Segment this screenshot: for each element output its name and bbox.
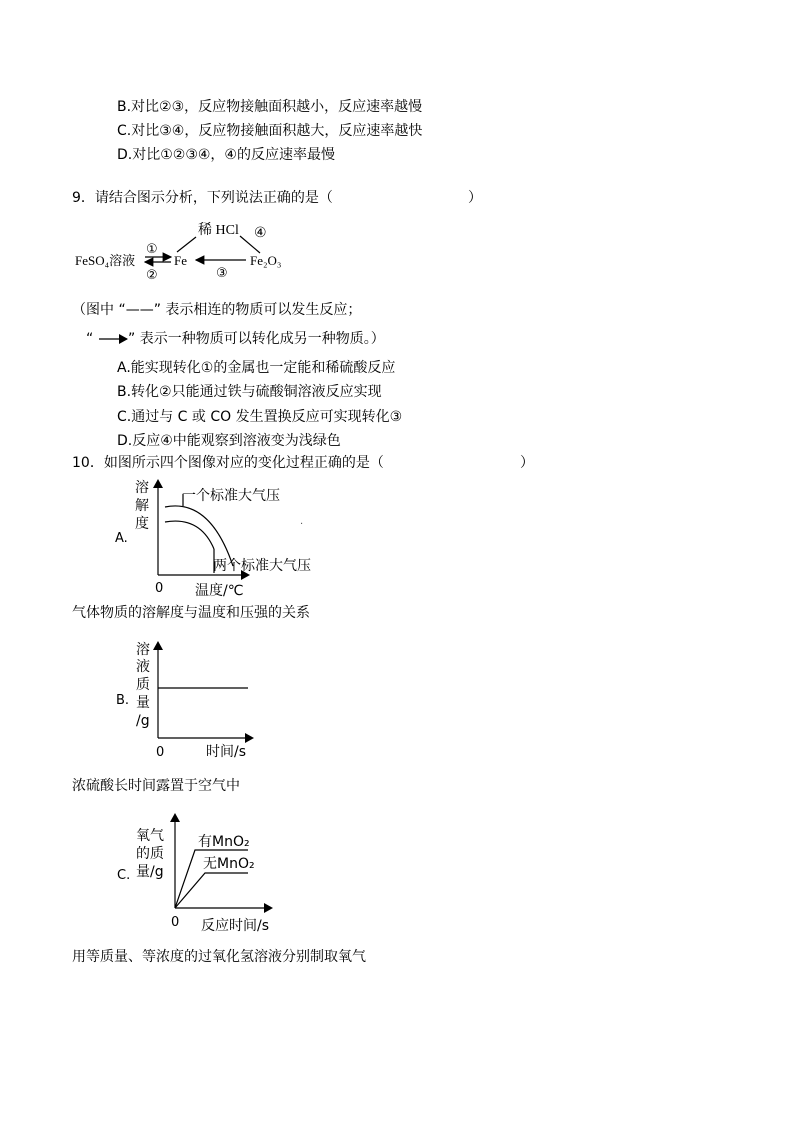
graph-c: [110, 810, 290, 935]
q9-option-c: C.通过与 C 或 CO 发生置换反应可实现转化③: [117, 409, 403, 425]
graph-a-ylabel-2: 解: [135, 498, 149, 514]
graph-b-ylabel-4: 量: [136, 695, 150, 711]
graph-c-ylabel-3: 量/g: [136, 864, 164, 880]
graph-c-label: C.: [117, 868, 131, 883]
q9-note-line2: ” 表示一种物质可以转化成另一种物质。）: [128, 331, 385, 347]
graph-b-caption: 浓硫酸长时间露置于空气中: [72, 778, 240, 794]
graph-b-ylabel-5: /g: [136, 713, 150, 729]
svg-text:.: .: [300, 516, 304, 527]
q9-stem: 9．请结合图示分析，下列说法正确的是（: [72, 190, 333, 206]
graph-c-line1-label: 有MnO₂: [198, 834, 250, 850]
q9-option-d: D.反应④中能观察到溶液变为浅绿色: [117, 433, 341, 449]
q9-reaction-diagram: [70, 215, 310, 285]
graph-c-line-without-mno2: [175, 873, 248, 908]
legend-arrow-icon: [99, 333, 129, 345]
graph-b-xlabel: 时间/s: [206, 744, 247, 760]
arrow-label-3: ③: [216, 266, 228, 281]
graph-b-ylabel-1: 溶: [136, 642, 150, 658]
q9-note-open-quote: “: [86, 331, 94, 347]
q8-option-c: C.对比③④，反应物接触面积越大，反应速率越快: [117, 123, 423, 139]
arrow-label-4: ④: [254, 225, 267, 241]
graph-a-caption: 气体物质的溶解度与温度和压强的关系: [72, 605, 310, 621]
graph-a-ylabel-3: 度: [135, 516, 149, 532]
graph-c-ylabel-2: 的质: [136, 846, 164, 862]
hcl-label: 稀 HCl: [198, 223, 239, 238]
q9-option-a: A.能实现转化①的金属也一定能和稀硫酸反应: [117, 360, 396, 376]
graph-b: [110, 638, 270, 760]
q8-option-d: D.对比①②③④，④的反应速率最慢: [117, 147, 335, 163]
graph-a: [110, 478, 350, 600]
arrow-label-2: ②: [146, 268, 158, 283]
graph-a-ylabel-1: 溶: [135, 480, 149, 496]
graph-a-origin: 0: [155, 581, 164, 596]
graph-b-origin: 0: [156, 745, 165, 760]
q10-stem: 10．如图所示四个图像对应的变化过程正确的是（: [72, 455, 384, 471]
graph-c-origin: 0: [171, 915, 180, 930]
q9-stem-close: ）: [468, 190, 482, 206]
graph-a-label: A.: [115, 531, 128, 546]
graph-a-xlabel: 温度/℃: [195, 583, 244, 599]
q10-stem-close: ）: [520, 455, 534, 471]
fe2o3-label: Fe₂O₃: [250, 253, 282, 268]
fe-label: Fe: [174, 253, 187, 268]
graph-a-curve1-label: 一个标准大气压: [182, 488, 280, 504]
graph-c-line2-label: 无MnO₂: [203, 856, 255, 872]
graph-a-curve2-label: 两个标准大气压: [213, 558, 311, 574]
graph-a-curve-1atm: [165, 506, 233, 566]
graph-b-ylabel-3: 质: [136, 677, 150, 693]
feso4-label: FeSO₄溶液: [75, 253, 136, 268]
graph-c-xlabel: 反应时间/s: [201, 918, 270, 934]
q9-option-b: B.转化②只能通过铁与硫酸铜溶液反应实现: [117, 384, 382, 400]
graph-c-caption: 用等质量、等浓度的过氧化氢溶液分别制取氧气: [72, 949, 366, 965]
graph-b-label: B.: [116, 693, 130, 708]
line-hcl-fe: [177, 237, 196, 252]
graph-a-curve-2atm: [165, 521, 214, 549]
q9-note-line1: （图中 “——” 表示相连的物质可以发生反应；: [72, 302, 362, 318]
graph-b-ylabel-2: 液: [136, 659, 150, 675]
q8-option-b: B.对比②③，反应物接触面积越小，反应速率越慢: [117, 99, 423, 115]
graph-c-ylabel-1: 氧气: [136, 828, 164, 844]
arrow-label-1: ①: [146, 242, 158, 257]
